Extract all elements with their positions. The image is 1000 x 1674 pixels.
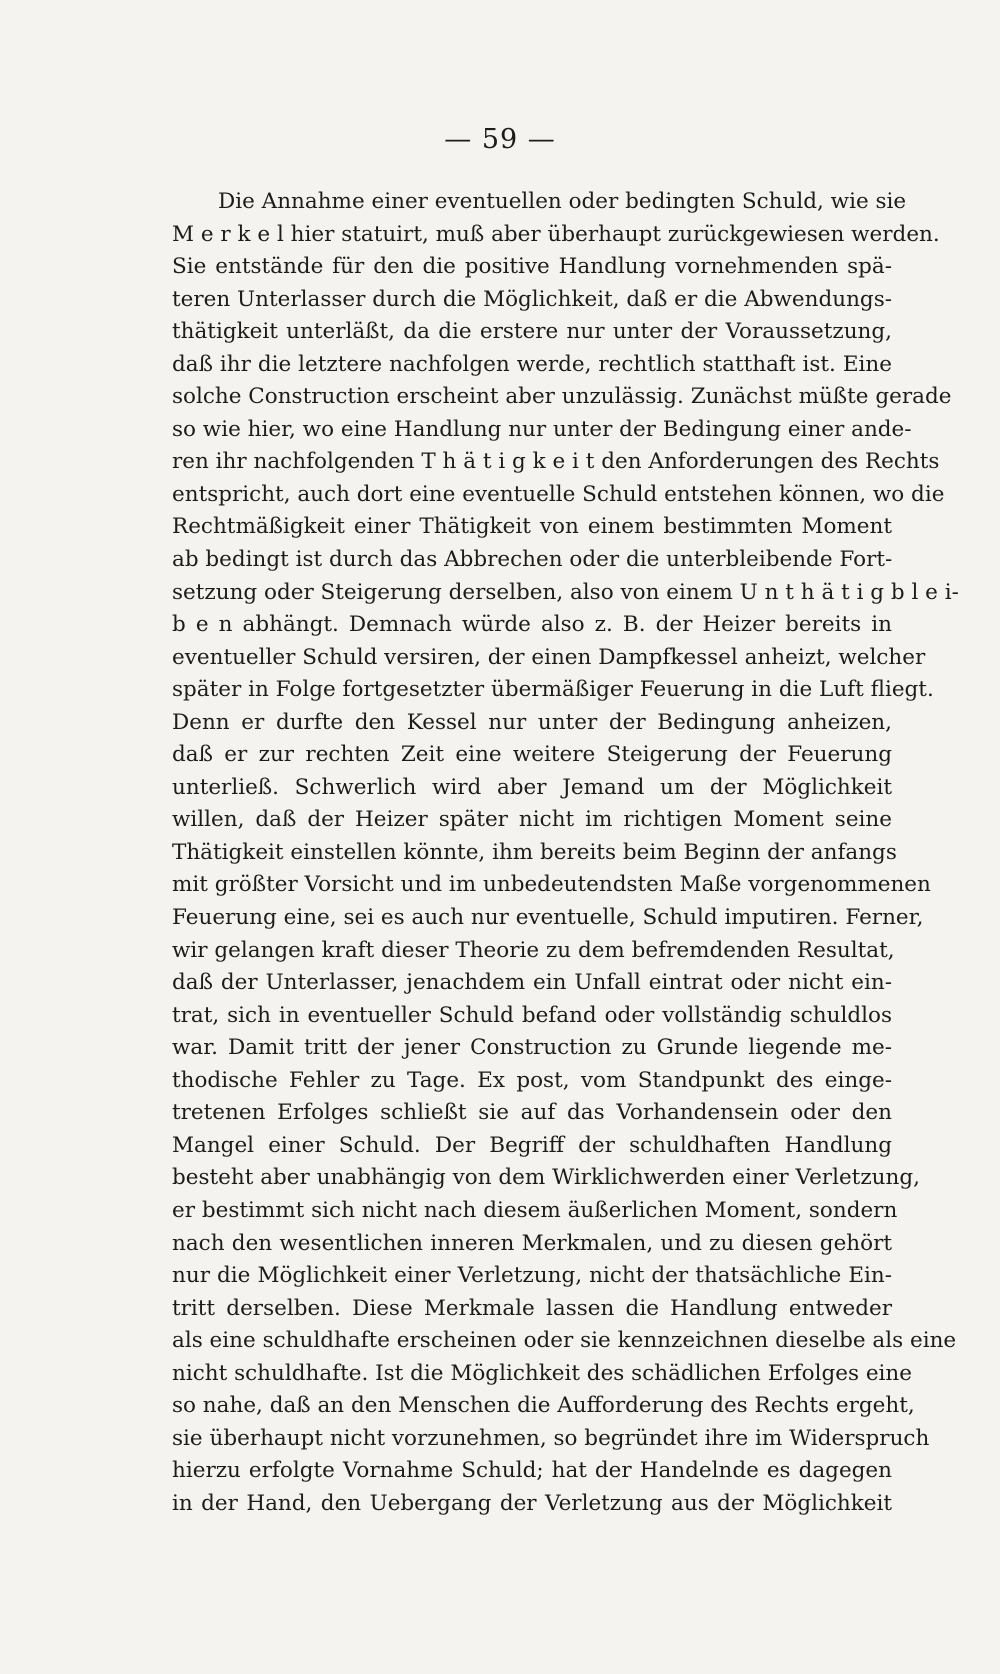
text-line: Denn er durfte den Kessel nur unter der Bedingung anheizen,: [172, 709, 892, 735]
text-line: Mangel einer Schuld. Der Begriff der schuldhaften Handlung: [172, 1132, 892, 1158]
text-line: nicht schuldhafte. Ist die Möglichkeit des schädlichen Erfolges eine: [172, 1360, 912, 1386]
text-line: Die Annahme einer eventuellen oder bedingten Schuld, wie sie: [218, 189, 907, 214]
text-line: später in Folge fortgesetzter übermäßiger Feuerung in die Luft fliegt.: [172, 677, 934, 703]
text-line: in der Hand, den Uebergang der Verletzung aus der Möglichkeit: [172, 1490, 892, 1516]
text-line: trat, sich in eventueller Schuld befand oder vollständig schuldlos: [172, 1002, 892, 1028]
text-line: sie überhaupt nicht vorzunehmen, so begründet ihre im Widerspruch: [172, 1425, 930, 1451]
text-line: er bestimmt sich nicht nach diesem äußerlichen Moment, sondern: [172, 1197, 898, 1223]
text-line: b e n abhängt. Demnach würde also z. B. der Heizer bereits in: [172, 612, 892, 638]
text-line: so nahe, daß an den Menschen die Aufforderung des Rechts ergeht,: [172, 1393, 915, 1419]
text-line: daß ihr die letztere nachfolgen werde, rechtlich statthaft ist. Eine: [172, 351, 892, 377]
text-line: nach den wesentlichen inneren Merkmalen, und zu diesen gehört: [172, 1230, 892, 1256]
text-line: wir gelangen kraft dieser Theorie zu dem befremdenden Resultat,: [172, 937, 895, 963]
text-line: ren ihr nachfolgenden T h ä t i g k e i t den Anforderungen des Rechts: [172, 449, 940, 475]
text-line: eventueller Schuld versiren, der einen Dampfkessel anheizt, welcher: [172, 644, 926, 670]
text-line: tritt derselben. Diese Merkmale lassen die Handlung entweder: [172, 1295, 892, 1321]
page-number: — 59 —: [444, 124, 556, 155]
text-line: teren Unterlasser durch die Möglichkeit, daß er die Abwendungs-: [172, 286, 892, 312]
text-line: Thätigkeit einstellen könnte, ihm bereits beim Beginn der anfangs: [172, 839, 897, 865]
text-line: thodische Fehler zu Tage. Ex post, vom Standpunkt des einge-: [172, 1067, 892, 1093]
text-line: nur die Möglichkeit einer Verletzung, nicht der thatsächliche Ein-: [172, 1263, 892, 1289]
text-line: Feuerung eine, sei es auch nur eventuelle, Schuld imputiren. Ferner,: [172, 905, 924, 931]
text-line: Sie entstände für den die positive Handlung vornehmenden spä-: [172, 254, 892, 280]
text-line: entspricht, auch dort eine eventuelle Schuld entstehen können, wo die: [172, 481, 945, 507]
text-line: so wie hier, wo eine Handlung nur unter der Bedingung einer ande-: [172, 416, 912, 442]
text-line: hierzu erfolgte Vornahme Schuld; hat der Handelnde es dagegen: [172, 1458, 892, 1484]
text-line: ab bedingt ist durch das Abbrechen oder die unterbleibende Fort-: [172, 547, 893, 573]
text-line: als eine schuldhafte erscheinen oder sie kennzeichnen dieselbe als eine: [172, 1328, 957, 1354]
text-line: solche Construction erscheint aber unzulässig. Zunächst müßte gerade: [172, 384, 952, 410]
text-line: Rechtmäßigkeit einer Thätigkeit von einem bestimmten Moment: [172, 514, 892, 540]
text-line: setzung oder Steigerung derselben, also von einem U n t h ä t i g b l e i-: [172, 579, 959, 605]
body-text: [172, 186, 959, 1520]
text-line: M e r k e l hier statuirt, muß aber überhaupt zurückgewiesen werden.: [172, 221, 940, 247]
text-line: mit größter Vorsicht und im unbedeutendsten Maße vorgenommenen: [172, 872, 931, 898]
text-line: thätigkeit unterläßt, da die erstere nur unter der Voraussetzung,: [172, 319, 892, 345]
text-line: daß der Unterlasser, jenachdem ein Unfall eintrat oder nicht ein-: [172, 970, 892, 996]
text-line: willen, daß der Heizer später nicht im richtigen Moment seine: [172, 807, 892, 833]
text-line: besteht aber unabhängig von dem Wirklichwerden einer Verletzung,: [172, 1165, 920, 1191]
text-line: war. Damit tritt der jener Construction zu Grunde liegende me-: [172, 1035, 892, 1061]
text-line: daß er zur rechten Zeit eine weitere Steigerung der Feuerung: [172, 742, 892, 768]
text-line: unterließ. Schwerlich wird aber Jemand um der Möglichkeit: [172, 774, 892, 800]
text-line: tretenen Erfolges schließt sie auf das Vorhandensein oder den: [172, 1100, 892, 1126]
